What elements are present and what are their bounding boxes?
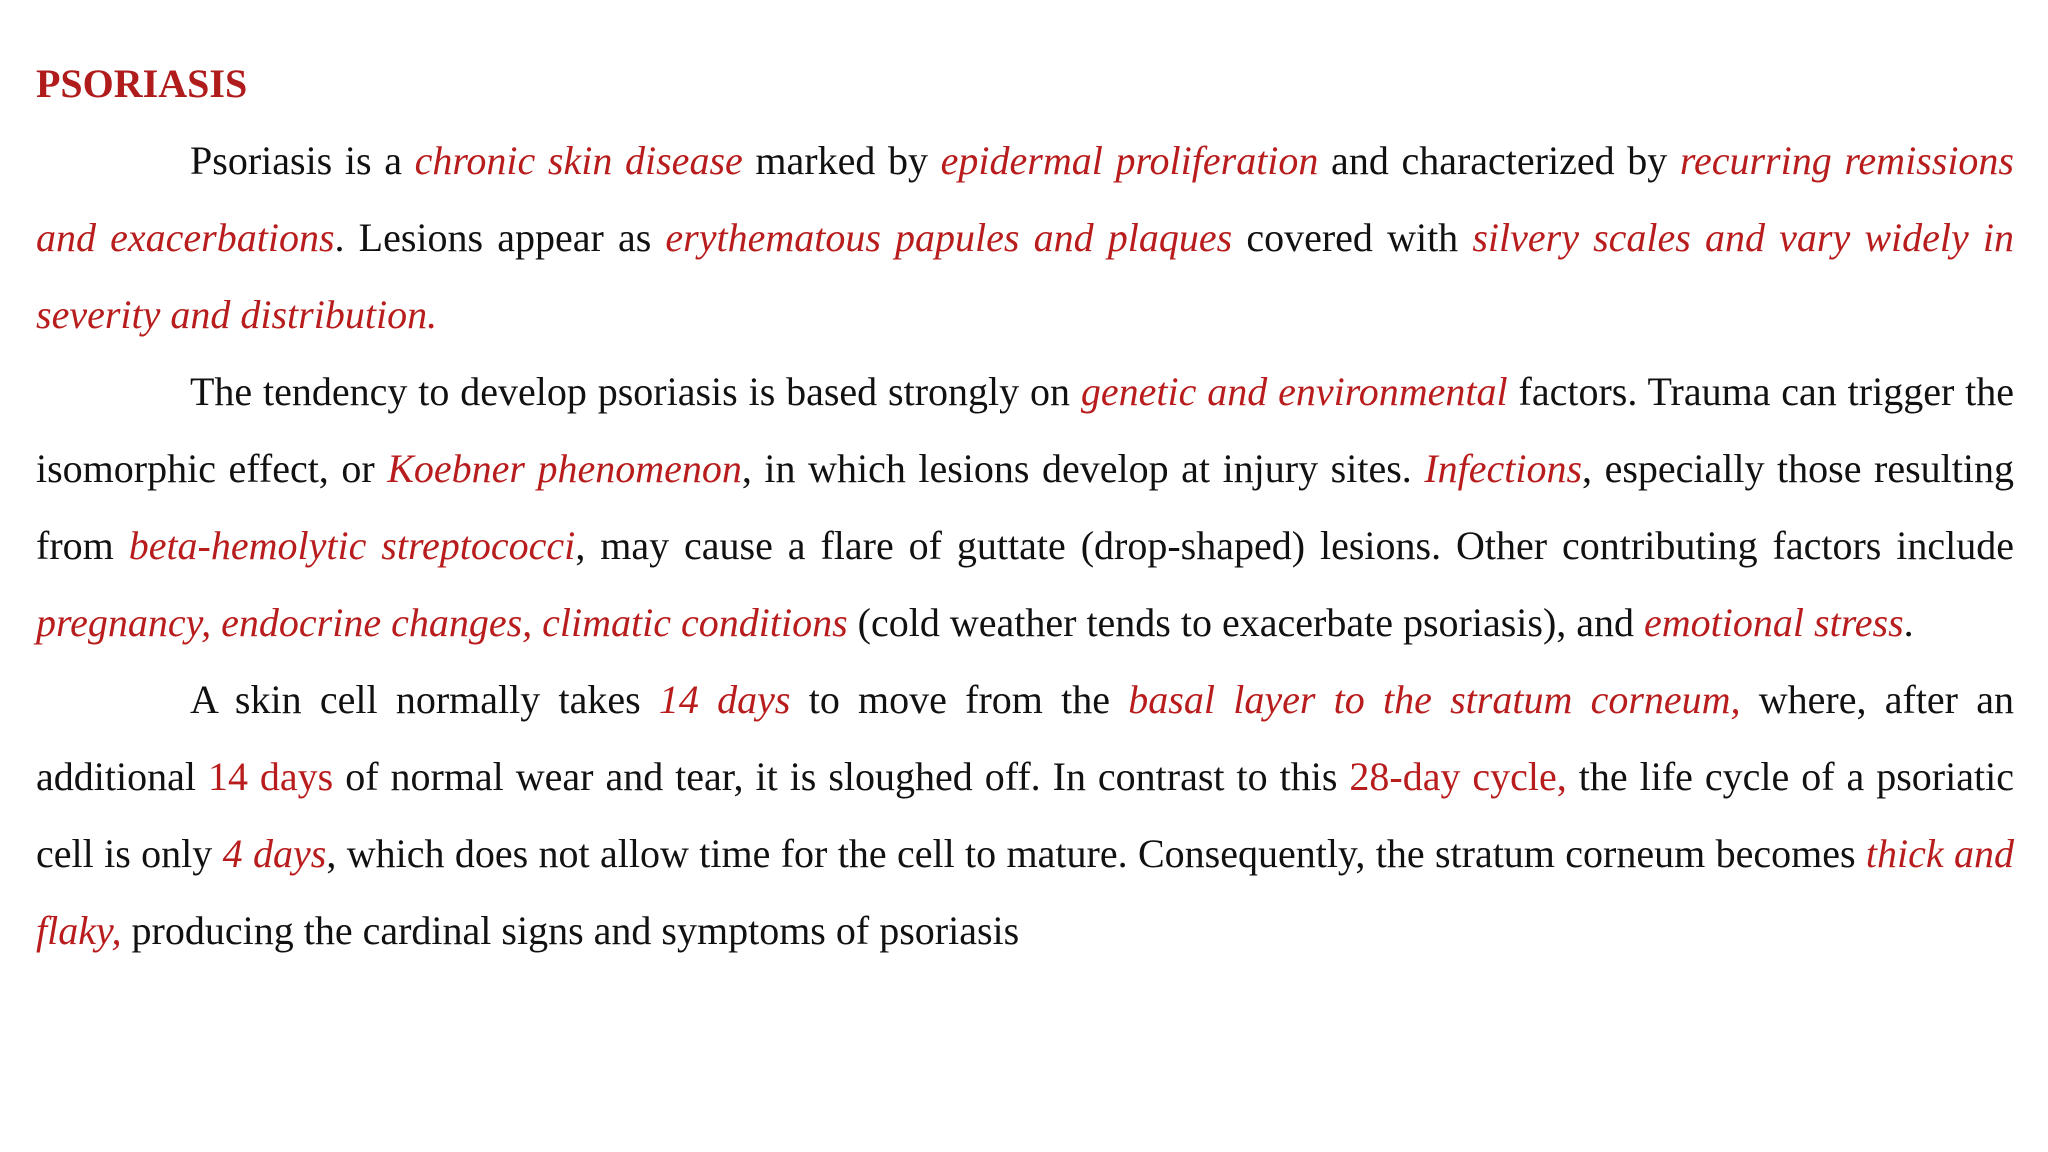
highlighted-term: basal layer to the stratum corneum, xyxy=(1128,677,1741,722)
text-segment: , in which lesions develop at injury sites. xyxy=(741,446,1425,491)
text-segment: , may cause a flare of guttate (drop-shaped) lesions. Other contributing factors include xyxy=(575,523,2014,568)
text-segment: where, after an additional xyxy=(36,677,2014,799)
highlighted-term: 28-day cycle, xyxy=(1349,754,1567,799)
text-segment: covered with xyxy=(1232,215,1473,260)
highlighted-term: beta-hemolytic streptococci xyxy=(128,523,576,568)
highlighted-term: recurring remissions and exacerbations xyxy=(36,138,2014,260)
text-segment: factors. Trauma can trigger the isomorphic effect, or xyxy=(36,369,2015,491)
paragraph-1 xyxy=(36,122,2014,353)
text-segment: (cold weather tends to exacerbate psoriasis), and xyxy=(847,600,1645,645)
document-title: PSORIASIS xyxy=(36,61,248,106)
text-segment: of normal wear and tear, it is sloughed off. In contrast to this xyxy=(333,754,1350,799)
paragraph-3 xyxy=(36,661,2014,969)
text-segment: Psoriasis is a xyxy=(190,138,415,183)
highlighted-term: genetic and environmental xyxy=(1080,369,1508,414)
text-segment: the life cycle of a psoriatic cell is only xyxy=(36,754,2014,876)
text-segment: marked by xyxy=(742,138,941,183)
highlighted-term: 14 days xyxy=(658,677,791,722)
highlighted-term: thick and flaky, xyxy=(36,831,2015,953)
document-page xyxy=(36,56,2014,969)
text-segment: The tendency to develop psoriasis is based strongly on xyxy=(190,369,1081,414)
text-segment: and characterized by xyxy=(1318,138,1680,183)
highlighted-term: erythematous papules and plaques xyxy=(665,215,1233,260)
paragraph-2 xyxy=(36,353,2014,661)
highlighted-term: emotional stress xyxy=(1644,600,1904,645)
text-segment: . xyxy=(1903,600,1914,645)
highlighted-term: 14 days xyxy=(207,754,334,799)
highlighted-term: 4 days xyxy=(222,831,327,876)
text-segment: , which does not allow time for the cell to mature. Consequently, the stratum corneum becomes xyxy=(326,831,1866,876)
text-segment: producing the cardinal signs and symptoms of psoriasis xyxy=(121,908,1020,953)
highlighted-term: epidermal proliferation xyxy=(940,138,1319,183)
text-segment: A skin cell normally takes xyxy=(190,677,659,722)
text-segment: , especially those resulting from xyxy=(36,446,2014,568)
highlighted-term: Infections xyxy=(1424,446,1583,491)
text-segment: . Lesions appear as xyxy=(334,215,666,260)
highlighted-term: chronic skin disease xyxy=(414,138,743,183)
highlighted-term: silvery scales and vary widely in severity and distribution. xyxy=(36,215,2014,337)
text-segment: to move from the xyxy=(790,677,1129,722)
highlighted-term: pregnancy, endocrine changes, climatic conditions xyxy=(36,600,848,645)
highlighted-term: Koebner phenomenon xyxy=(387,446,742,491)
